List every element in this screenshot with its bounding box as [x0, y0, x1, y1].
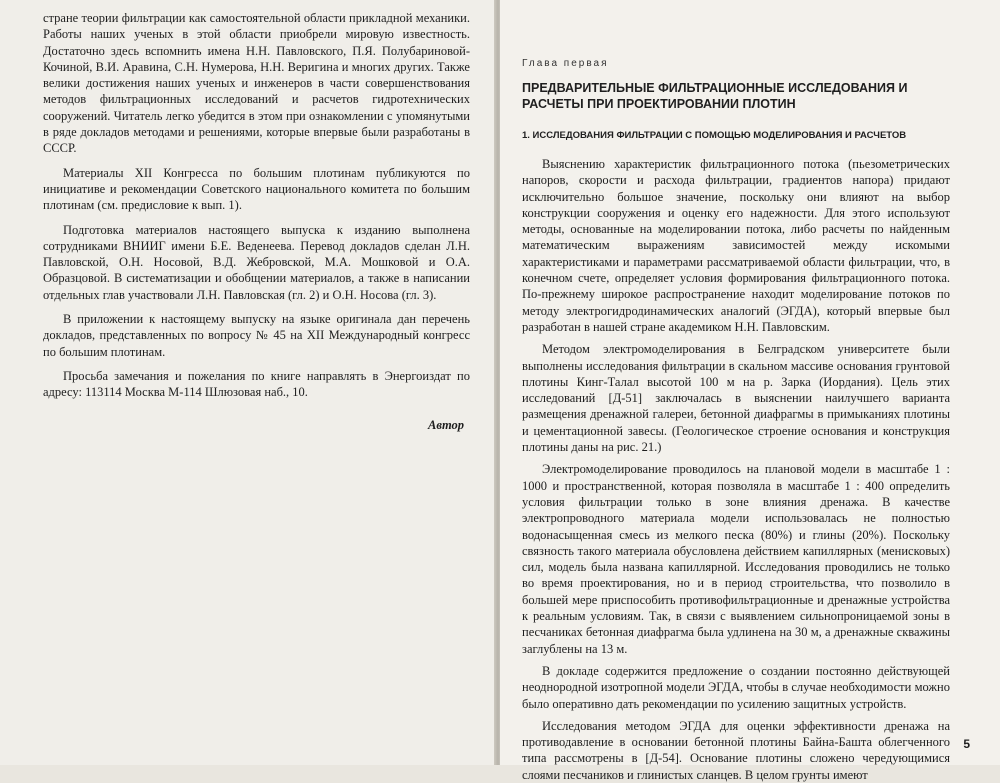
left-paragraph-5: Просьба замечания и пожелания по книге направлять в Энергоиздат по адресу: 113114 Москва М-114 Шлюзовая наб., 10.: [43, 368, 470, 400]
left-paragraph-4: В приложении к настоящему выпуску на языке оригинала дан перечень докладов, представленных по вопросу № 45 на ХII Международный конгресс по большим плотинам.: [43, 312, 470, 359]
left-paragraph-1: странe теории фильтрации как самостоятельной области прикладной механики. Работы наших ученых в этой области приобрели мировую известность. Достаточно здесь вспомнить имена Н.Н. Павловского, П.Я. Полубариновой-Кочиной, В.И. Аравина, С.Н. Нумерова, Н.Н. Веригина и многих других. Также велики достижения наших ученых и инженеров в части совершенствования методов фильтрационных исследований и расчетов гидротехнических сооружений. Читатель легко убедится в этом при ознакомлении с упомянутыми в ряде докладов методами и решениями, которые впервые были разработаны в СССР.: [43, 11, 470, 156]
left-page: [0, 0, 496, 765]
chapter-title: ПРЕДВАРИТЕЛЬНЫЕ ФИЛЬТРАЦИОННЫЕ ИССЛЕДОВАНИЯ И РАСЧЕТЫ ПРИ ПРОЕКТИРОВАНИИ ПЛОТИН: [522, 81, 908, 111]
page-number: 5: [963, 737, 970, 751]
right-paragraph-5: Исследования методом ЭГДА для оценки эффективности дренажа на противодавление в основании бетонной плотины Байна-Башта облегченного типа рассмотрены в [Д-54]. Основание плотины сложено чередующимися слоями песчаников и глинистых сланцев. В целом грунты имеют: [522, 718, 950, 782]
right-page: [500, 0, 1000, 782]
left-paragraph-2: Материалы ХII Конгресса по большим плотинам публикуются по инициативе и рекомендации Советского национального комитета по большим плотинам (см. предисловие к вып. 1).: [43, 165, 470, 213]
chapter-label: Глава первая: [522, 58, 609, 69]
right-paragraph-4: В докладе содержится предложение о создании постоянно действующей неоднородной изотропной модели ЭГДА, чтобы в случае необходимости можно было оперативно дать рекомендации по усилению защитных устройств.: [522, 663, 950, 711]
right-paragraph-1: Выяснению характеристик фильтрационного потока (пьезометрических напоров, скорости и расхода фильтрации, градиентов напора) придают исключительно большое значение, поскольку они влияют на выбор конструкции сооружения и оценку его надежности. Для этого используют методы, основанные на моделировании потока, либо расчеты по найденным математическим выражениям зависимостей между искомыми характеристиками и параметрами рассматриваемой области фильтрации, что, в конечном счете, определяет условия формирования фильтрационного потока. По-прежнему широкое распространение находит моделирование потоков по методу электрогидродинамических аналогий (ЭГДА), который впервые был разработан в нашей стране академиком Н.Н. Павловским.: [522, 157, 950, 334]
author-signature: Автор: [428, 417, 464, 432]
right-paragraph-2: Методом электромоделирования в Белградском университете были выполнены исследования фильтрации в скальном массиве основания грунтовой плотины Кинг-Талал высотой 100 м на р. Зарка (Иордания). Цель этих исследований [Д-51] заключалась в выяснении наилучшего варианта размещения дренажной галереи, бетонной диафрагмы в примыканиях плотины и цементационной завесы. (Геологическое строение основания и конструкция плотины даны на рис. 21.): [522, 342, 950, 455]
left-paragraph-3: Подготовка материалов настоящего выпуска к изданию выполнена сотрудниками ВНИИГ имени Б.Е. Веденеева. Перевод докладов сделан Л.Н. Павловской, О.Н. Носовой, В.Д. Жебровской, М.А. Мошковой и О.А. Образцовой. В систематизации и обобщении материалов, а также в написании отдельных глав участвовали Л.Н. Павловская (гл. 2) и О.Н. Носова (гл. 3).: [43, 222, 470, 302]
section-title: 1. ИССЛЕДОВАНИЯ ФИЛЬТРАЦИИ С ПОМОЩЬЮ МОДЕЛИРОВАНИЯ И РАСЧЕТОВ: [522, 130, 907, 141]
right-paragraph-3: Электромоделирование проводилось на плановой модели в масштабе 1 : 1000 и пространственной, которая позволяла в масштабе 1 : 400 определить условия фильтрации только в зоне влияния дренажа. В качестве электропроводного материала модели использовалась не полностью водонасыщенная смесь из мелкого песка (80%) и глины (20%). Поскольку связность такого материала обусловлена действием капиллярных (менисковых) сил, модель была названа капиллярной. Исследования проводились не только во время проектирования, но и в период строительства, что позволило в большей мере приспособить противофильтрационные и дренажные устройства к реальным условиям. Так, в связи с выявлением сильнопроницаемой зоны в песчаниках бетонная диафрагма была удлинена на 30 м, а дренажные скважины заглублены на 13 м.: [522, 462, 950, 656]
